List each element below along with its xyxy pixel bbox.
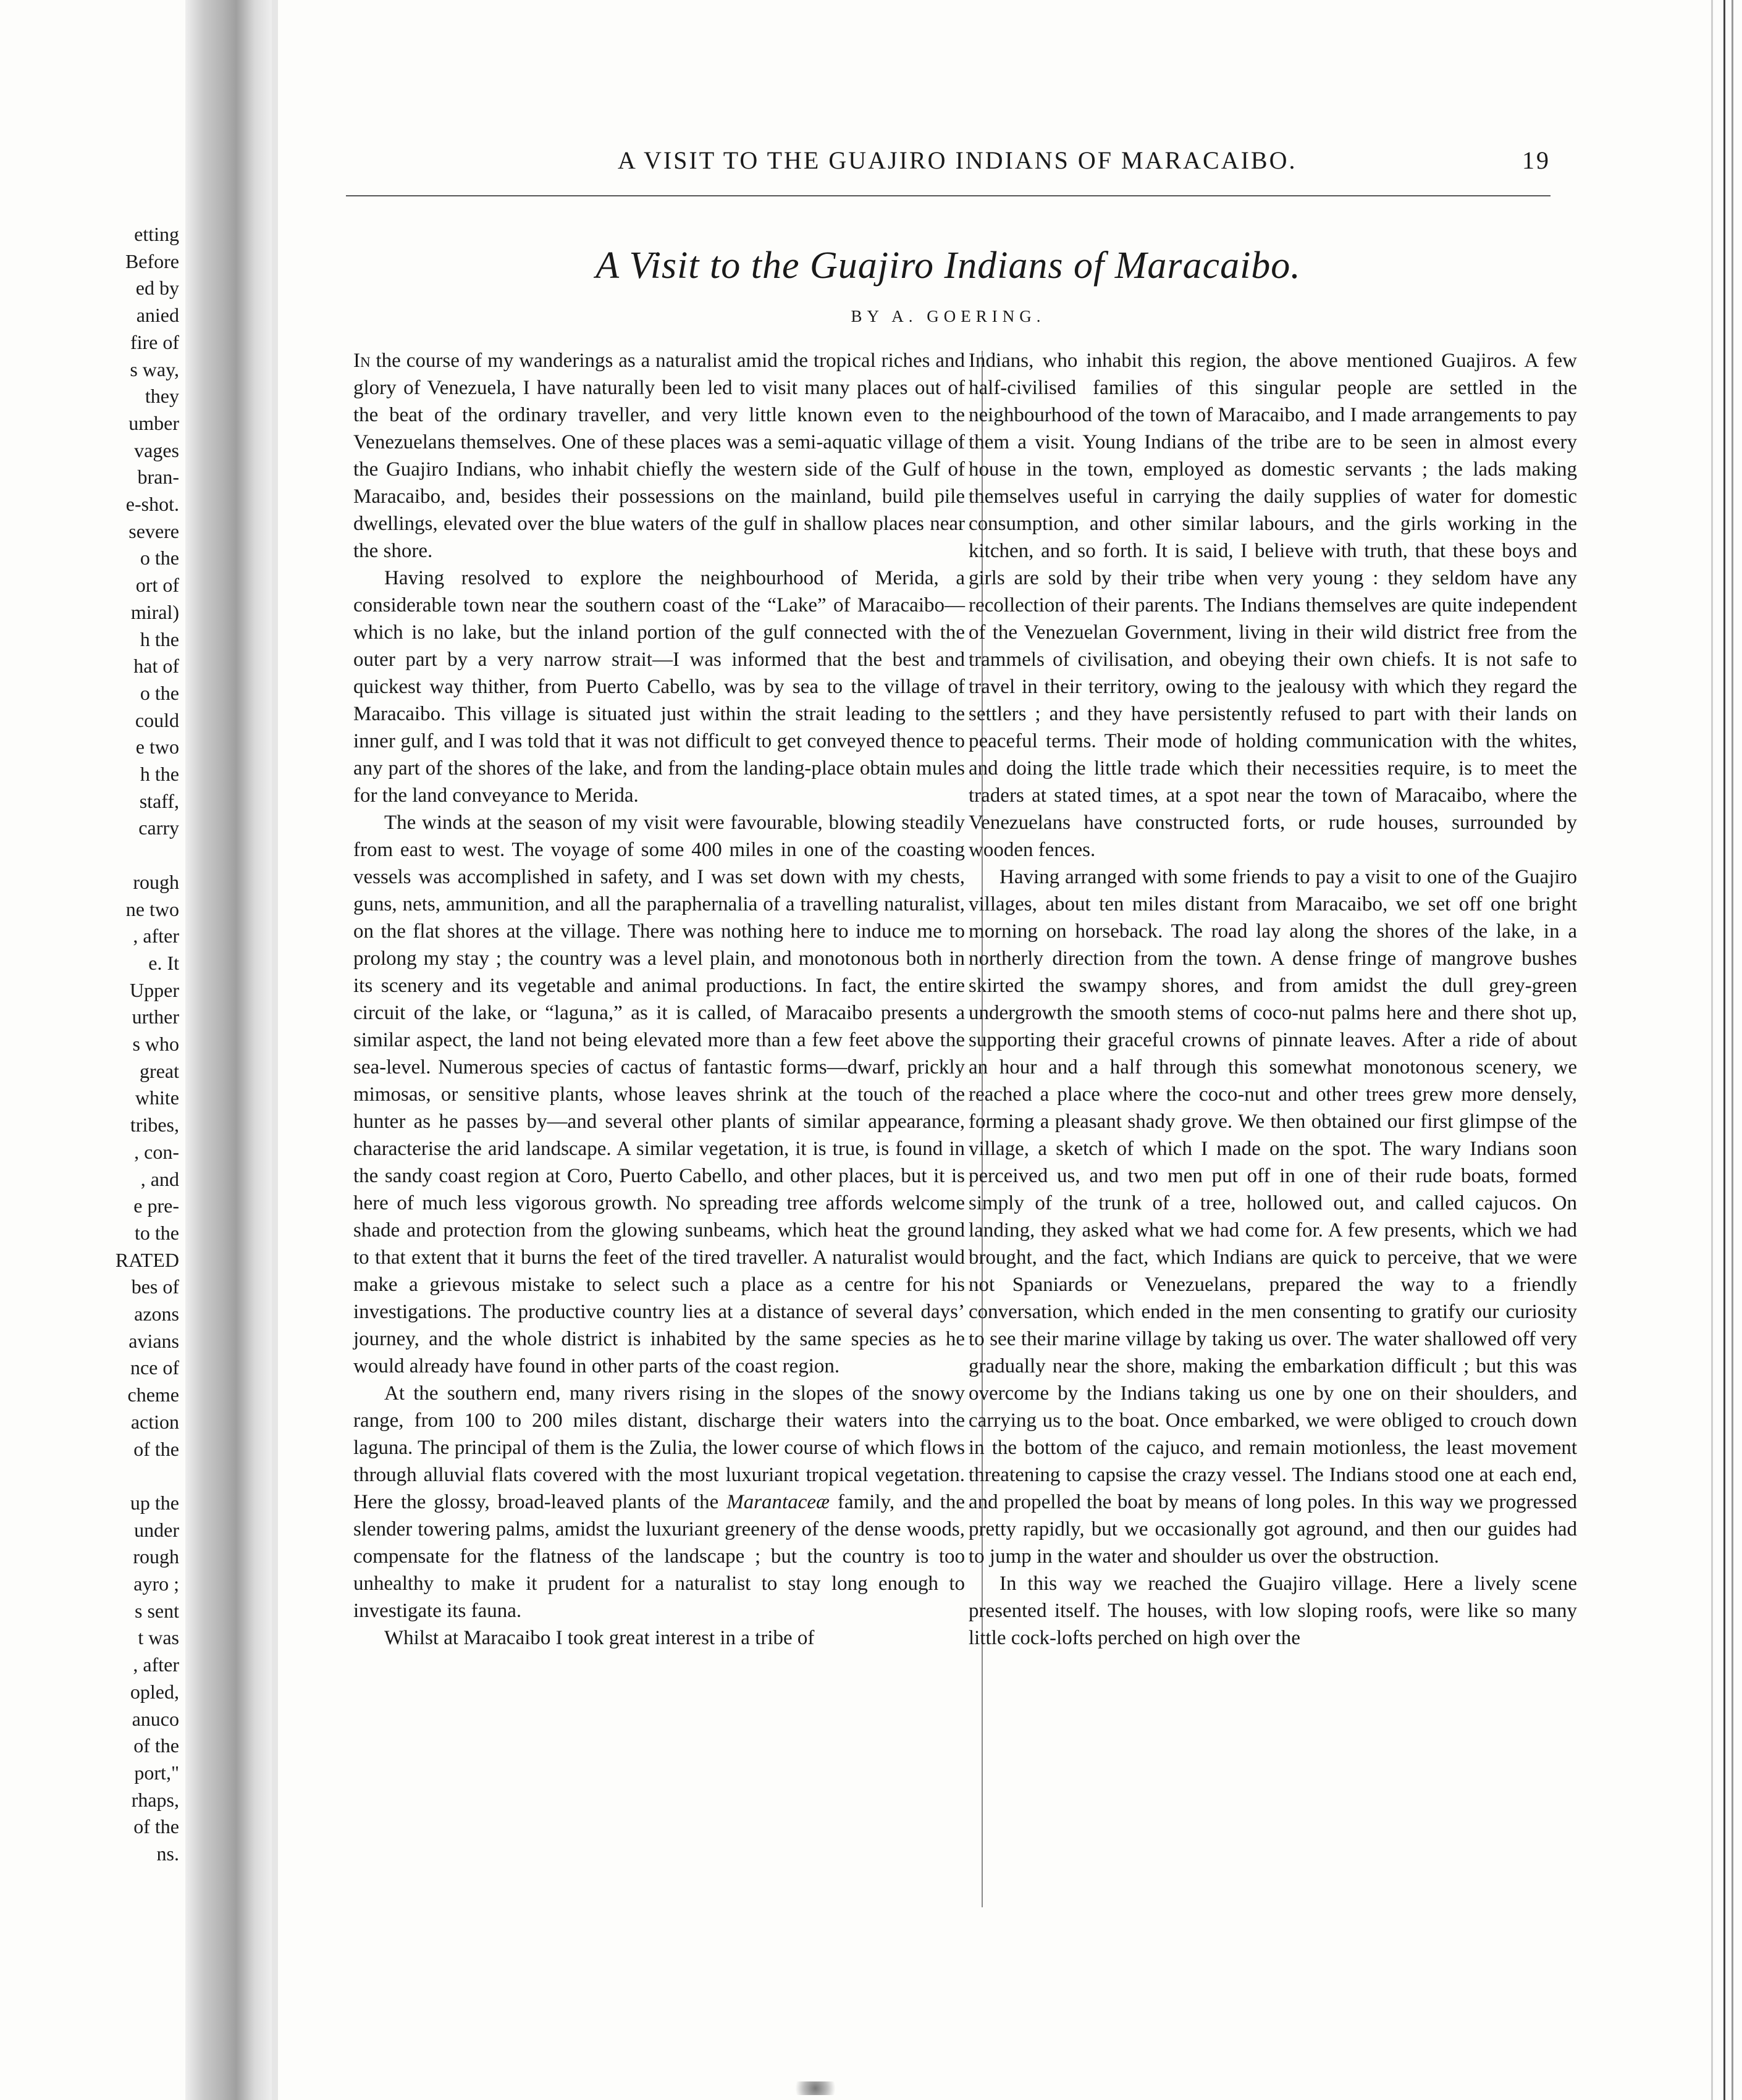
left-page-line-fragment: o the (140, 681, 179, 704)
paragraph: Whilst at Maracaibo I took great interest in a tribe of (384, 1627, 815, 1649)
paragraph: The winds at the season of my visit were favourable, blowing steadily from east to west. The voyage of some 400 miles in one of the coasting vessels was accomplished in safety, and I was set down with my chests, guns, nets, ammunition, and all the paraphernalia of a travelling naturalist, on the flat shores at the village. There was nothing here to induce me to prolong my stay ; the country was a level plain, and monotonous both in its scenery and its vegetable and animal productions. In fact, the entire circuit of the lake, or “laguna,” as it is called, of Maracaibo presents a similar aspect, the land not being elevated more than a few feet above the sea-level. Numerous species of cactus of fantastic forms—dwarf, prickly mimosas, or sensitive plants, whose leaves shrink at the touch of the hunter as he passes by—and several other plants of similar appearance, characterise the arid landscape. A similar vegetation, it is true, is found in the sandy coast region at Coro, Puerto Cabello, and other places, but it is here of much less vigorous growth. No spreading tree affords welcome shade and protection from the glowing sunbeams, which heat the ground to that extent that it burns the feet of the tired traveller. A naturalist would make a grievous mistake to select such a place as a centre for his investigations. The productive country lies at a distance of several days’ journey, and the whole district is inhabited by the same species as he would already have found in other parts of the coast region. (353, 812, 965, 1377)
drop-cap-word: In (353, 350, 371, 372)
left-page-line-fragment: , con- (134, 1140, 179, 1163)
left-page-line-fragment: nce of (130, 1356, 179, 1379)
left-facing-page-fragment (0, 161, 196, 1952)
left-page-line-fragment: of the (133, 1734, 179, 1757)
left-page-line-fragment: , and (140, 1167, 179, 1190)
left-page-line-fragment: they (145, 385, 179, 408)
left-page-line-fragment: RATED (115, 1248, 179, 1271)
left-page-line-fragment: s sent (135, 1599, 179, 1622)
paragraph (353, 1380, 965, 1624)
left-page-line-fragment: severe (128, 519, 179, 542)
left-page-line-fragment: bran- (137, 466, 179, 489)
scan-speck (788, 2081, 843, 2095)
paragraph-text: the course of my wanderings as a naturalist amid the tropical riches and glory of Venezuela, I have naturally been led to visit many places out of the beat of the ordinary traveller, and very little known even to the Venezuelans themselves. One of these places was a semi-aquatic village of the Guajiro Indians, who inhabit chiefly the western side of the Gulf of Maracaibo, and, besides their possessions on the mainland, build pile dwellings, elevated over the blue waters of the gulf in shallow places near the shore. (353, 350, 965, 562)
left-page-line-fragment: o the (140, 547, 179, 569)
left-page-line-fragment: hat of (133, 655, 179, 678)
left-page-line-fragment: staff, (139, 789, 179, 812)
page-edge-line (1723, 0, 1725, 2100)
paragraph: Having resolved to explore the neighbourhood of Merida, a considerable town near the southern coast of the “Lake” of Maracaibo—which is no lake, but the inland portion of the gulf connected with the outer part by a very narrow strait—I was informed that the best and quickest way thither, from Puerto Cabello, was by sea to the village of Maracaibo. This village is situated just within the strait leading to the inner gulf, and I was told that it was not difficult to get conveyed thence to any part of the shores of the lake, and from the landing-place obtain mules for the land conveyance to Merida. (353, 567, 965, 807)
left-page-line-fragment: h the (140, 763, 179, 785)
left-page-line-fragment: e. It (148, 951, 179, 974)
left-page-line-fragment: tribes, (130, 1114, 179, 1136)
left-page-line-fragment: rhaps, (131, 1788, 179, 1811)
italic-family-name: Marantaceæ (726, 1491, 830, 1513)
left-page-line-fragment: to the (135, 1221, 179, 1244)
left-page-line-fragment: bes of (131, 1275, 179, 1298)
left-page-line-fragment: s way, (130, 358, 179, 380)
left-page-line-fragment: s who (132, 1033, 179, 1055)
paragraph: Having arranged with some friends to pay a visit to one of the Guajiro villages, about ten miles distant from Maracaibo, we set off one bright morning on horseback. The road lay along the shores of the lake, in a northerly direction from the town. A dense fringe of mangrove bushes skirted the swampy shores, and from amidst the dull grey-green undergrowth the smooth stems of coco-nut palms here and there shot up, supporting their graceful crowns of pinnate leaves. After a ride of about an hour and a half through this somewhat monotonous scenery, we reached a place where the coco-nut and other trees grew more densely, forming a pleasant shady grove. We then obtained our first glimpse of the village, a sketch of which I made on the spot. The wary Indians soon perceived us, and two men put off in one of their rude boats, formed simply of the trunk of a tree, hollowed out, and called cajucos. On landing, they asked what we had come for. A few presents, which we had brought, and the fact, which Indians are quick to perceive, that we were not Spaniards or Venezuelans, prepared the way to a friendly conversation, which ended in the men consenting to gratify our curiosity to see their marine village by taking us over. The water shallowed off very gradually near the shore, making the embarkation difficult ; but this was overcome by the Indians taking us one by one on their shoulders, and carrying us to the boat. Once embarked, we were obliged to crouch down in the bottom of the cajuco, and remain motionless, the least movement threatening to capsise the crazy vessel. The Indians stood one at each end, and propelled the boat by means of long poles. In this way we progressed pretty rapidly, but we occasionally got aground, and then our guides had to jump in the water and shoulder us over the obstruction. (969, 866, 1577, 1568)
left-page-line-fragment: urther (132, 1006, 179, 1028)
left-page-line-fragment: great (140, 1059, 179, 1082)
left-page-line-fragment: e pre- (133, 1195, 179, 1217)
left-page-line-fragment: Before (125, 250, 179, 272)
text-column-left (353, 347, 965, 1652)
left-page-line-fragment: vages (134, 439, 179, 461)
left-page-line-fragment: t was (138, 1626, 179, 1649)
left-page-line-fragment: opled, (130, 1680, 179, 1703)
left-page-line-fragment: e-shot. (125, 493, 179, 515)
left-page-line-fragment: rough (133, 870, 179, 893)
left-page-line-fragment: etting (134, 223, 179, 245)
left-page-line-fragment: avians (128, 1329, 179, 1352)
text-column-right (969, 347, 1577, 1652)
left-page-line-fragment: of the (133, 1437, 179, 1460)
paragraph: In this way we reached the Guajiro village. Here a lively scene presented itself. The houses, with low sloping roofs, were like so many little cock-lofts perched on high over the (969, 1573, 1577, 1649)
left-page-line-fragment: of the (133, 1815, 179, 1838)
article-byline: BY A. GOERING. (851, 307, 1046, 326)
left-page-line-fragment: could (135, 708, 179, 731)
left-page-line-fragment: action (130, 1410, 179, 1433)
left-page-line-fragment: ayro ; (133, 1573, 179, 1595)
paragraph-text: family, and the slender towering palms, amidst the luxuriant greenery of the dense woods, compensate for the flatness of the landscape ; but the country is too unhealthy to make it prudent for a naturalist to stay long enough to investigate its fauna. (353, 1491, 965, 1622)
left-page-line-fragment: ort of (135, 574, 179, 597)
running-head (346, 146, 1551, 183)
left-page-line-fragment: umber (128, 411, 179, 434)
page-number: 19 (1522, 146, 1551, 174)
left-page-line-fragment: fire of (130, 330, 179, 353)
article-title: A Visit to the Guajiro Indians of Maracaibo. (595, 245, 1301, 287)
page-edge-line (1711, 0, 1713, 2100)
left-page-line-fragment: anied (136, 304, 179, 327)
left-page-line-fragment: miral) (130, 600, 179, 623)
page-edge (272, 0, 278, 2100)
left-page-line-fragment: white (135, 1086, 179, 1109)
left-page-line-fragment: port," (134, 1761, 179, 1784)
paragraph: Indians, who inhabit this region, the above mentioned Guajiros. A few half-civilised families of this singular people are settled in the neighbourhood of the town of Maracaibo, and I made arrangements to pay them a visit. Young Indians of the tribe are to be seen in almost every house in the town, employed as domestic servants ; the lads making themselves useful in carrying the daily supplies of water for domestic consumption, and other similar labours, and the girls working in the kitchen, and so forth. It is said, I believe with truth, that these boys and girls are sold by their tribe when very young : they seldom have any recollection of their parents. The Indians themselves are quite independent of the Venezuelan Government, living in their wild district free from the trammels of civilisation, and obeying their own chiefs. It is not safe to travel in their territory, owing to the jealousy with which they regard the settlers ; and they have persistently refused to part with their lands on peaceful terms. Their mode of holding communication with the whites, and doing the little trade which their necessities require, is to meet the traders at stated times, at a spot near the town of Maracaibo, where the Venezuelans have constructed forts, or rude houses, surrounded by wooden fences. (969, 350, 1577, 861)
left-page-line-fragment: ed by (135, 277, 179, 300)
left-page-line-fragment: anuco (132, 1707, 179, 1730)
left-page-line-fragment: ne two (125, 897, 179, 920)
left-page-line-fragment: Upper (130, 978, 179, 1001)
book-gutter-shadow (185, 0, 278, 2100)
running-head-title: A VISIT TO THE GUAJIRO INDIANS OF MARACAIBO. (618, 146, 1297, 174)
left-page-line-fragment: under (134, 1518, 179, 1541)
paragraph-text: At the southern end, many rivers rising in the slopes of the snowy range, from 100 to 200 miles distant, discharge their waters into the laguna. The principal of them is the Zulia, the lower course of which flows through alluvial flats covered with the most luxuriant tropical vegetation. Here the glossy, broad-leaved plants of the (353, 1382, 965, 1513)
left-page-line-fragment: carry (138, 817, 179, 839)
page-edge-line (1731, 0, 1733, 2100)
left-page-line-fragment: cheme (127, 1384, 179, 1406)
header-rule (346, 195, 1551, 196)
left-page-line-fragment: rough (133, 1545, 179, 1568)
left-page-line-fragment: e two (135, 736, 179, 758)
left-page-line-fragment: h the (140, 628, 179, 650)
left-page-line-fragment: , after (133, 1653, 179, 1676)
left-page-line-fragment: up the (130, 1491, 179, 1514)
left-page-line-fragment: , after (133, 925, 179, 947)
left-page-line-fragment: azons (134, 1303, 179, 1325)
left-page-line-fragment: ns. (156, 1842, 179, 1865)
paragraph (353, 347, 965, 565)
